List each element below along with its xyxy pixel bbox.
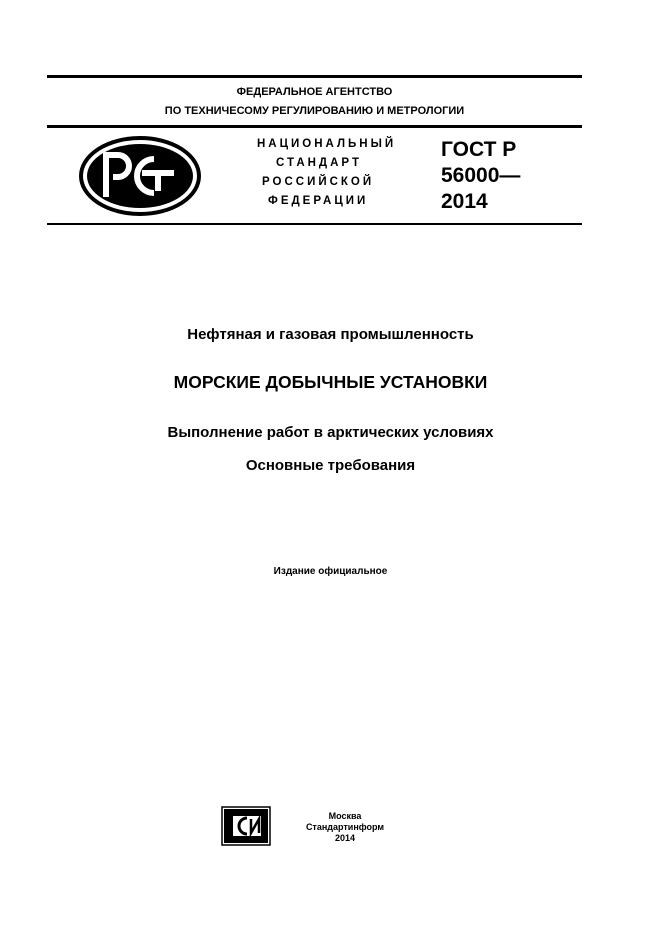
subtitle-2: Основные требования: [245, 457, 416, 474]
gost-line-1: ГОСТ Р: [441, 138, 517, 161]
standartinform-logo-icon: [221, 806, 271, 846]
publisher-city: Москва: [328, 811, 362, 821]
publisher-name: Стандартинформ: [305, 822, 385, 832]
subtitle-1: Выполнение работ в арктических условиях: [167, 424, 494, 441]
national-line-2: СТАНДАРТ: [276, 157, 362, 169]
agency-line-2: ПО ТЕХНИЧЕСОМУ РЕГУЛИРОВАНИЮ И МЕТРОЛОГИИ: [164, 105, 465, 117]
edition-label: Издание официальное: [273, 566, 388, 577]
publisher-year: 2014: [334, 833, 356, 843]
national-line-4: ФЕДЕРАЦИИ: [268, 195, 369, 207]
top-rule: [47, 75, 582, 78]
gost-line-3: 2014: [441, 190, 488, 213]
industry-title: Нефтяная и газовая промышленность: [187, 326, 474, 343]
agency-line-1: ФЕДЕРАЛЬНОЕ АГЕНТСТВО: [236, 86, 393, 98]
national-line-3: РОССИЙСКОЙ: [262, 176, 375, 188]
national-line-1: НАЦИОНАЛЬНЫЙ: [257, 138, 397, 150]
agency-rule: [47, 125, 582, 128]
standard-block-rule: [47, 223, 582, 225]
gost-line-2: 56000—: [441, 164, 521, 187]
rst-logo-icon: [78, 135, 202, 217]
main-title: МОРСКИЕ ДОБЫЧНЫЕ УСТАНОВКИ: [173, 372, 488, 392]
